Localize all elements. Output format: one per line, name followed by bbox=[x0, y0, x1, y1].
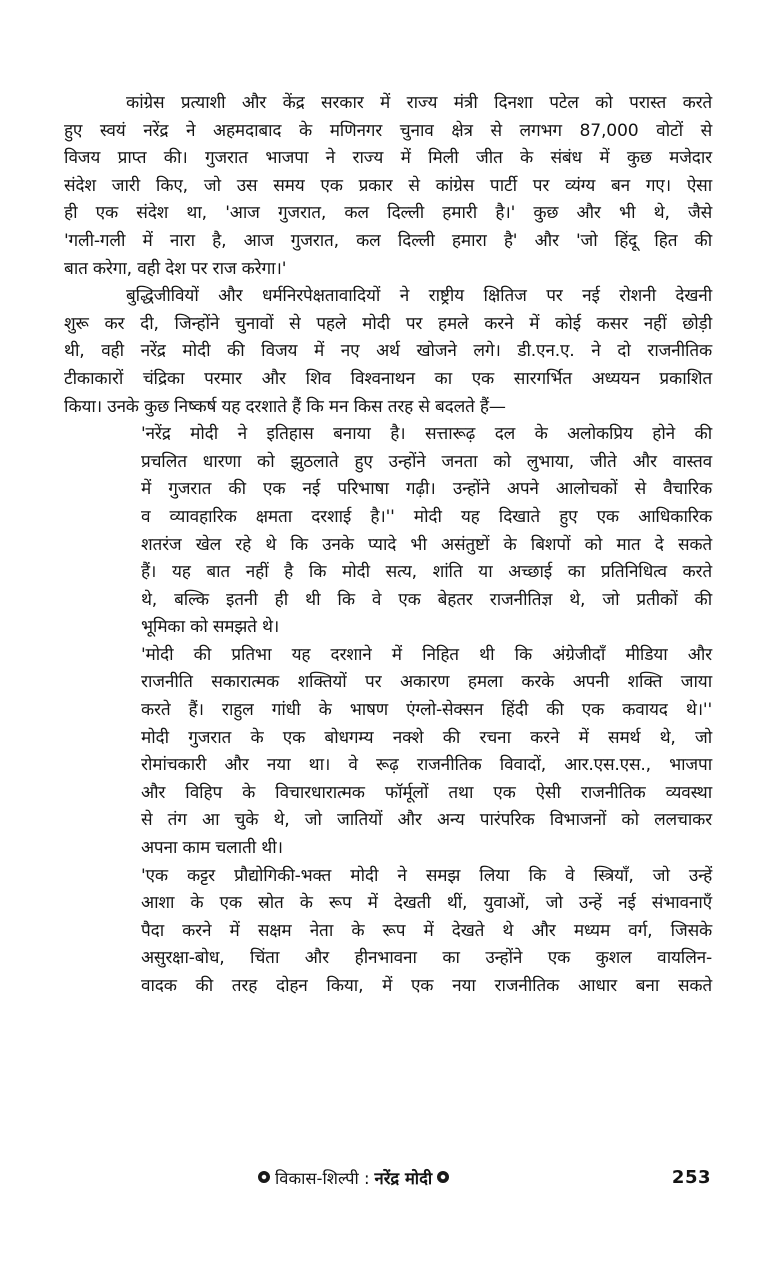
text-line: थे, बल्कि इतनी ही थी कि वे एक बेहतर राजनीतिज्ञ थे, जो प्रतीकों की bbox=[141, 589, 712, 610]
text-line: रोमांचकारी और नया था। वे रूढ़ राजनीतिक विवादों, आर.एस.एस., भाजपा bbox=[141, 755, 712, 776]
text-line: वादक की तरह दोहन किया, में एक नया राजनीतिक आधार बना सकते bbox=[141, 976, 712, 996]
text-line: मोदी गुजरात के एक बोधगम्य नक्शे की रचना करने में समर्थ थे, जो bbox=[141, 727, 712, 748]
paragraph-intellectuals bbox=[64, 283, 712, 421]
text-line: राजनीति सकारात्मक शक्तियों पर अकारण हमला करके अपनी शक्ति जाया bbox=[141, 672, 712, 693]
flower-ornament-icon bbox=[437, 1171, 449, 1183]
page-number: 253 bbox=[671, 1166, 711, 1188]
author-name: नरेंद्र मोदी bbox=[374, 1168, 433, 1188]
flower-ornament-icon bbox=[258, 1171, 270, 1183]
text-line: पैदा करने में सक्षम नेता के रूप में देखते थे और मध्यम वर्ग, जिसके bbox=[141, 920, 712, 941]
quote-block bbox=[141, 421, 712, 1000]
text-line: हैं। यह बात नहीं है कि मोदी सत्य, शांति या अच्छाई का प्रतिनिधित्व करते bbox=[141, 562, 712, 583]
text-line: शुरू कर दी, जिन्होंने चुनावों से पहले मोदी पर हमले करने में कोई कसर नहीं छोड़ी bbox=[64, 313, 712, 334]
text-line: असुरक्षा-बोध, चिंता और हीनभावना का उन्होंने एक कुशल वायलिन- bbox=[141, 948, 712, 969]
text-line: और विहिप के विचारधारात्मक फॉर्मूलों तथा एक ऐसी राजनीतिक व्यवस्था bbox=[141, 782, 712, 803]
text-line: व व्यावहारिक क्षमता दरशाई है।'' मोदी यह दिखाते हुए एक आधिकारिक bbox=[141, 506, 712, 527]
text-line: में गुजरात की एक नई परिभाषा गढ़ी। उन्होंने अपने आलोचकों से वैचारिक bbox=[141, 479, 712, 500]
text-line: ही एक संदेश था, 'आज गुजरात, कल दिल्ली हमारी है।' कुछ और भी थे, जैसे bbox=[64, 203, 712, 224]
text-line: शतरंज खेल रहे थे कि उनके प्यादे भी असंतुष्टों के बिशपों को मात दे सकते bbox=[141, 534, 712, 555]
running-footer-title bbox=[258, 1166, 449, 1189]
text-line: बात करेगा, वही देश पर राज करेगा।' bbox=[64, 258, 287, 279]
text-line: कांग्रेस प्रत्याशी और केंद्र सरकार में राज्य मंत्री दिनशा पटेल को परास्त करते bbox=[126, 93, 712, 113]
book-title: विकास-शिल्पी : bbox=[275, 1168, 370, 1188]
text-line: भूमिका को समझते थे। bbox=[141, 617, 280, 638]
text-line: अपना काम चलाती थी। bbox=[141, 838, 283, 859]
text-line: हुए स्वयं नरेंद्र ने अहमदाबाद के मणिनगर चुनाव क्षेत्र से लगभग 87,000 वोटों से bbox=[64, 120, 712, 141]
text-line: 'गली-गली में नारा है, आज गुजरात, कल दिल्ली हमारा है' और 'जो हिंदू हित की bbox=[64, 230, 712, 251]
page-body bbox=[64, 90, 712, 1001]
text-line: 'मोदी की प्रतिभा यह दरशाने में निहित थी कि अंग्रेजीदाँ मीडिया और bbox=[141, 644, 712, 665]
quote-paragraph-history bbox=[141, 421, 712, 642]
text-line: 'नरेंद्र मोदी ने इतिहास बनाया है। सत्तारूढ़ दल के अलोकप्रिय होने की bbox=[141, 424, 712, 445]
page-footer bbox=[258, 1163, 711, 1191]
text-line: संदेश जारी किए, जो उस समय एक प्रकार से कांग्रेस पार्टी पर व्यंग्य बन गए। ऐसा bbox=[64, 175, 712, 196]
paragraph-election-victory bbox=[64, 90, 712, 283]
text-line: करते हैं। राहुल गांधी के भाषण एंग्लो-सेक्सन हिंदी की एक कवायद थे।'' bbox=[141, 700, 712, 721]
text-line: से तंग आ चुके थे, जो जातियों और अन्य पारंपरिक विभाजनों को ललचाकर bbox=[141, 810, 712, 831]
quote-paragraph-technology bbox=[141, 863, 712, 1001]
text-line: थी, वही नरेंद्र मोदी की विजय में नए अर्थ खोजने लगे। डी.एन.ए. ने दो राजनीतिक bbox=[64, 341, 712, 362]
text-line: प्रचलित धारणा को झुठलाते हुए उन्होंने जनता को लुभाया, जीते और वास्तव bbox=[141, 451, 712, 472]
text-line: आशा के एक स्रोत के रूप में देखती थीं, युवाओं, जो उन्हें नई संभावनाएँ bbox=[141, 893, 712, 914]
quote-paragraph-talent bbox=[141, 642, 712, 863]
text-line: किया। उनके कुछ निष्कर्ष यह दरशाते हैं कि मन किस तरह से बदलते हैं— bbox=[64, 396, 506, 417]
text-line: टीकाकारों चंद्रिका परमार और शिव विश्वनाथन का एक सारगर्भित अध्ययन प्रकाशित bbox=[64, 368, 712, 389]
text-line: 'एक कट्टर प्रौद्योगिकी-भक्त मोदी ने समझ लिया कि वे स्त्रियाँ, जो उन्हें bbox=[141, 865, 712, 886]
text-line: विजय प्राप्त की। गुजरात भाजपा ने राज्य में मिली जीत के संबंध में कुछ मजेदार bbox=[64, 148, 712, 169]
text-line: बुद्धिजीवियों और धर्मनिरपेक्षतावादियों ने राष्ट्रीय क्षितिज पर नई रोशनी देखनी bbox=[126, 286, 712, 307]
